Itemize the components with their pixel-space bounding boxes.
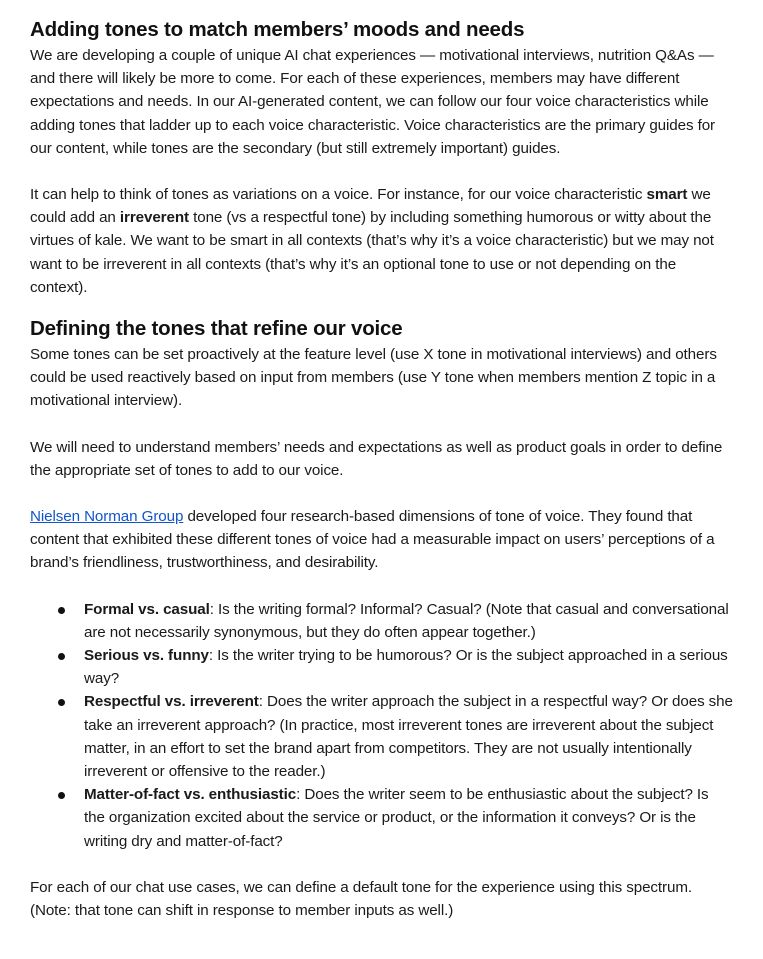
bullet-term: Formal vs. casual	[84, 600, 210, 618]
bullet-icon	[58, 653, 65, 660]
spacer	[30, 575, 733, 598]
list-item	[84, 644, 733, 690]
spacer	[30, 853, 733, 876]
bullet-text: : Does the writer approach the subject in a respectful way? Or does she take an irreverent approach? (In practice, most irreverent tones are irreverent about the subject matter, in an effort to set the brand apart from competitors. They are not usually intentionally irreverent or offensive to the reader.)	[84, 693, 733, 781]
paragraph-proactive-reactive: Some tones can be set proactively at the feature level (use X tone in motivational interviews) and others could be used reactively based on input from members (use Y tone when members mention Z topic in a motivational interview).	[30, 346, 717, 410]
paragraph-nngroup	[30, 505, 733, 575]
paragraph-tones-variations	[30, 183, 733, 299]
tone-dimensions-list	[30, 598, 733, 853]
bullet-icon	[58, 792, 65, 799]
paragraph-intro: We are developing a couple of unique AI chat experiences — motivational interviews, nutrition Q&As — and there will likely be more to come. For each of these experiences, members may have different expectations and needs. In our AI-generated content, we can follow our four voice characteristics while adding tones that ladder up to each voice characteristic. Voice characteristics are the primary guides for our content, while tones are the secondary (but still extremely important) guides.	[30, 47, 716, 157]
list-item	[84, 783, 733, 853]
bullet-term: Matter-of-fact vs. enthusiastic	[84, 786, 297, 804]
spacer	[30, 413, 733, 436]
spacer	[30, 160, 733, 183]
paragraph-default-tone: For each of our chat use cases, we can define a default tone for the experience using this spectrum. (Note: that tone can shift in response to member inputs as well.)	[30, 878, 693, 920]
bullet-term: Serious vs. funny	[84, 647, 209, 665]
bold-smart: smart	[646, 186, 688, 204]
heading-defining-tones: Defining the tones that refine our voice	[30, 317, 403, 341]
bullet-text: : Is the writer trying to be humorous? Or is the subject approached in a serious way?	[84, 647, 728, 688]
spacer	[30, 299, 733, 315]
bullet-text: : Does the writer seem to be enthusiastic about the subject? Is the organization excited about the service or product, or the information it conveys? Or is the writing dry and matter-of-fact?	[84, 786, 709, 850]
bold-irreverent: irreverent	[119, 209, 189, 227]
nielsen-norman-group-link[interactable]: Nielsen Norman Group	[30, 508, 184, 526]
text-run: It can help to think of tones as variations on a voice. For instance, for our voice characteristic	[30, 186, 647, 204]
list-item	[84, 690, 733, 783]
text-run: we could add an	[30, 186, 711, 227]
text-run: developed four research-based dimensions of tone of voice. They found that content that exhibited these different tones of voice had a measurable impact on users’ perceptions of a brand’s friendliness, trustworthiness, and desirability.	[30, 508, 715, 572]
bullet-term: Respectful vs. irreverent	[84, 693, 259, 711]
list-item	[84, 598, 733, 644]
paragraph-member-needs: We will need to understand members’ needs and expectations as well as product goals in order to define the appropriate set of tones to add to our voice.	[30, 438, 723, 479]
bullet-icon	[58, 699, 65, 706]
bullet-icon	[58, 607, 65, 614]
spacer	[30, 482, 733, 505]
bullet-text: : Is the writing formal? Informal? Casual? (Note that casual and conversational are not necessarily synonymous, but they do often appear together.)	[84, 600, 729, 641]
text-run: tone (vs a respectful tone) by including something humorous or witty about the virtues of kale. We want to be smart in all contexts (that’s why it’s a voice characteristic) but we may not want to be irreverent in all contexts (that’s why it’s an optional tone to use or not depending on the context).	[30, 209, 714, 296]
heading-adding-tones: Adding tones to match members’ moods and needs	[30, 18, 525, 41]
